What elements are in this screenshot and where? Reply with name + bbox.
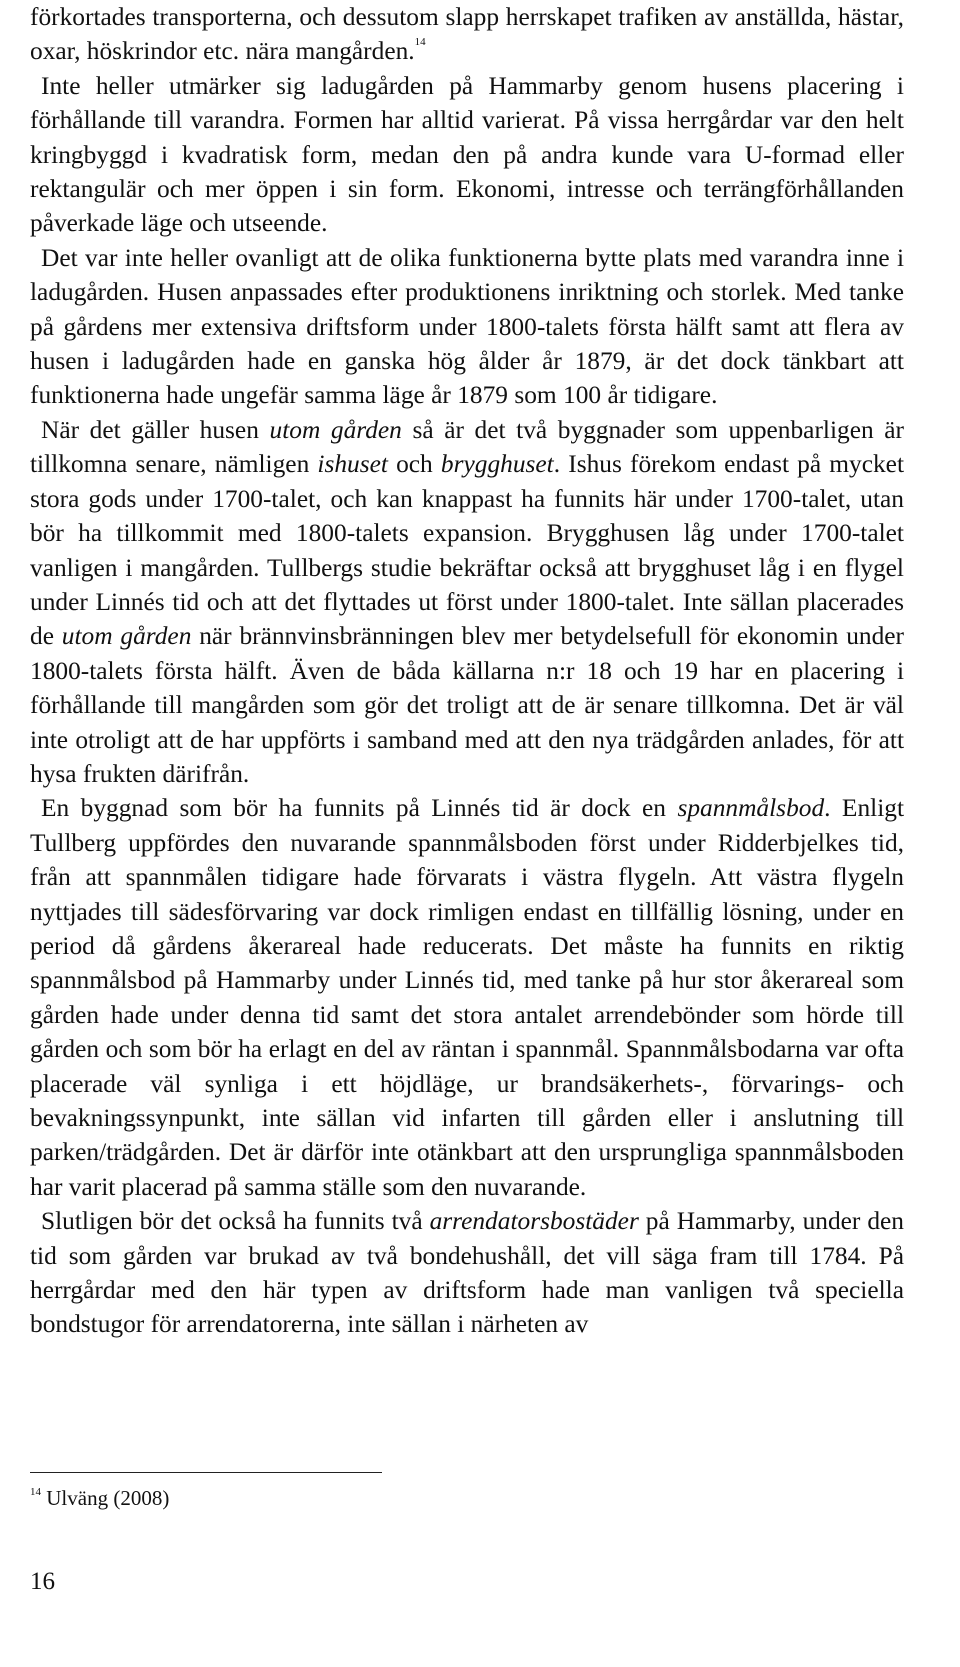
paragraph-4-italic: utom gården [269, 415, 402, 444]
paragraph-1-text: förkortades transporterna, och dessutom slapp herrskapet trafiken av anställda, hästar, oxar, höskrindor etc. nära mangården. [30, 3, 904, 66]
paragraph-6-italic: arrendatorsbostäder [429, 1207, 639, 1236]
paragraph-5-text: . Enligt Tullberg uppfördes den nuvarande spannmålsboden först under Ridderbjelkes tid, från att spannmålen tidigare hade förvarats i västra flygeln. Att västra flygeln nyttjades till sädesförvaring var dock rimligen endast en tillfällig lösning, under en period då gårdens åkerareal hade reducerats. Det måste ha funnits en riktig spannmålsbod på Hammarby under Linnés tid, med tanke på hur stor åkerareal som gården hade under denna tid samt det stora antalet arrendebönder som hörde till gården och som bör ha erlagt en del av räntan i spannmål. Spannmålsbodarna var ofta placerade väl synliga i ett höjdläge, ur brandsäkerhets-, förvarings- och bevakningssynpunkt, inte sällan vid infarten till gården eller i anslutning till parken/trädgården. Det är därför inte otänkbart att den ursprungliga spannmålsboden har varit placerad på samma ställe som den nuvarande. [30, 794, 905, 1201]
paragraph-4-text: och [387, 450, 441, 479]
footnote-divider [30, 1472, 382, 1473]
paragraph-4-text: när brännvinsbränningen blev mer betydelsefull för ekonomin under 1800-talets första hälft. Även de båda källarna n:r 18 och 19 har en placering i förhållande till mangården som gör det troligt att de är senare tillkomna. Det är väl inte otroligt att de har uppförts i samband med att den nya trädgården anlades, för att hysa frukten därifrån. [30, 622, 904, 788]
paragraph-6-text: Slutligen bör det också ha funnits två [41, 1207, 430, 1236]
footnote [30, 1484, 169, 1512]
page-body [30, 0, 904, 1342]
paragraph-4-text: . Ishus förekom endast på mycket stora gods under 1700-talet, och kan knappast ha funnits här under 1700-talet, utan bör ha tillkommit med 1800-talets expansion. Brygghusen låg under 1700-talet vanligen i mangården. Tullbergs studie bekräftar också att brygghuset låg i en flygel under Linnés tid och att det flyttades ut först under 1800-talet. Inte sällan placerades de [30, 450, 904, 651]
paragraph-5 [30, 791, 904, 1204]
footnote-reference: 14 [414, 36, 426, 49]
paragraph-3-text: Det var inte heller ovanligt att de olika funktionerna bytte plats med varandra inne i ladugården. Husen anpassades efter produktionens inriktning och storlek. Med tanke på gårdens mer extensiva driftsform under 1800-talets första hälft samt att flera av husen i ladugården hade en ganska hög ålder år 1879, är det dock tänkbart att funktionerna hade ungefär samma läge år 1879 som 100 år tidigare. [30, 243, 904, 410]
paragraph-2-text: Inte heller utmärker sig ladugården på Hammarby genom husens placering i förhållande till varandra. Formen har alltid varierat. På vissa herrgårdar var den helt kringbyggd i kvadratisk form, medan den på andra kunde vara U-formad eller rektangulär och mer öppen i sin form. Ekonomi, intresse och terrängförhållanden påverkade läge och utseende. [30, 71, 904, 238]
paragraph-6 [30, 1204, 904, 1342]
page-number: 16 [30, 1568, 55, 1595]
paragraph-4-italic: ishuset [317, 450, 388, 479]
paragraph-2 [30, 69, 904, 241]
paragraph-5-text: En byggnad som bör ha funnits på Linnés tid är dock en [41, 794, 678, 823]
paragraph-4 [30, 413, 904, 791]
paragraph-3 [30, 241, 904, 413]
paragraph-6-text: på Hammarby, under den tid som gården var brukad av två bondehushåll, det vill säga fram till 1784. På herrgårdar med den här typen av driftsform hade man vanligen två speciella bondstugor för arrendatorerna, inte sällan i närheten av [30, 1207, 904, 1339]
paragraph-4-text: När det gäller husen [41, 415, 270, 444]
paragraph-1 [30, 0, 904, 69]
footnote-text: Ulväng (2008) [46, 1486, 170, 1510]
paragraph-5-italic: spannmålsbod [677, 794, 825, 823]
paragraph-4-italic: brygghuset [440, 450, 554, 479]
footnote-number: 14 [30, 1486, 41, 1498]
paragraph-4-italic: utom gården [61, 622, 192, 651]
paragraph-4-text: så är det två byggnader som uppenbarligen är tillkomna senare, nämligen [30, 415, 904, 479]
